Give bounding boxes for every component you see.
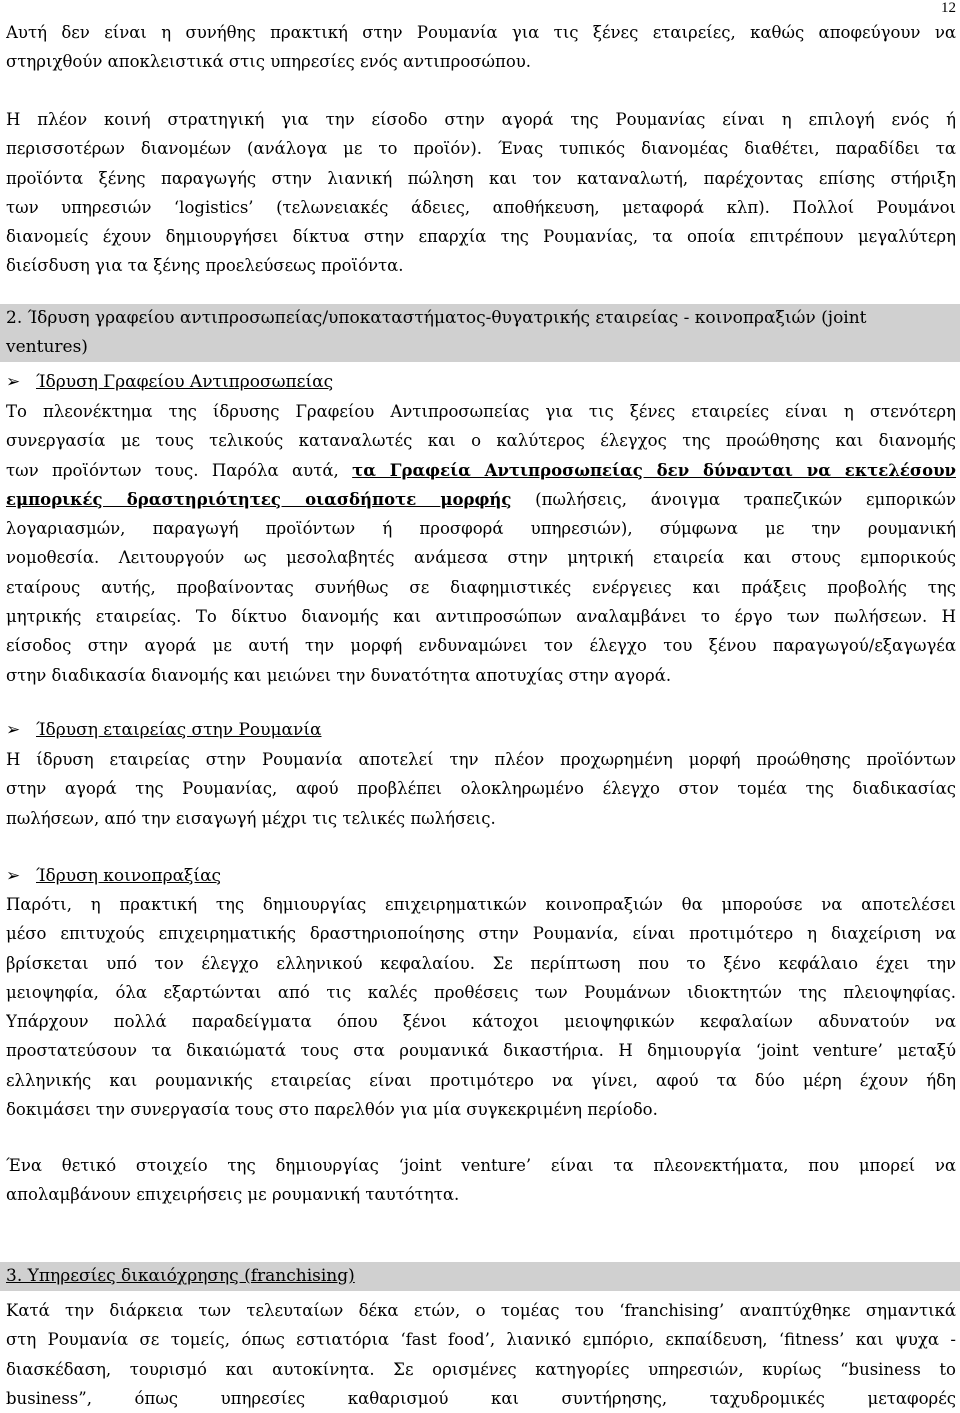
text-line: νομοθεσία. Λειτουργούν ως μεσολαβητές ανάμεσα στην μητρική εταιρεία και στους εμπορικούς xyxy=(6,548,956,568)
text-span: των προϊόντων τους. Παρόλα αυτά, xyxy=(6,460,353,480)
subheading-title: Ίδρυση Γραφείου Αντιπροσωπείας xyxy=(36,372,334,392)
text-line xyxy=(6,485,956,514)
text-line: μητρικής εταιρείας. Το δίκτυο διανομής και αντιπροσώπων αναλαμβάνει το έργο των πωλήσεων. Η xyxy=(6,607,956,627)
subheading-joint-venture xyxy=(6,862,221,891)
paragraph-intro-agents xyxy=(6,18,956,77)
text-line: προστατεύσουν τα δικαιώματά τους στα ρουμανικά δικαστήρια. Η δημιουργία ‘joint venture’ μεταξύ xyxy=(6,1041,956,1061)
text-line: στην διαδικασία διανομής και μειώνει την δυνατότητα αποτυχίας στην αγορά. xyxy=(6,665,672,685)
text-span: (πωλήσεις, άνοιγμα τραπεζικών εμπορικών xyxy=(511,489,956,509)
paragraph-joint-venture-advantage xyxy=(6,1151,956,1210)
text-line: διείσδυση για τα ξένης προελεύσεως προϊόντα. xyxy=(6,256,404,276)
text-line: Υπάρχουν πολλά παραδείγματα όπου ξένοι κάτοχοι μειοψηφικών κεφαλαίων αδυνατούν να xyxy=(6,1012,956,1032)
text-line: Κατά την διάρκεια των τελευταίων δέκα ετών, ο τομέας του ‘franchising’ αναπτύχθηκε σημαντικά xyxy=(6,1301,956,1320)
text-line: προϊόντα ξένης παραγωγής στην λιανική πώληση και τον καταναλωτή, παρέχοντας επίσης στήριξη xyxy=(6,168,956,188)
text-line: διασκέδαση, τουρισμό και αυτοκίνητα. Σε ορισμένες κατηγορίες υπηρεσιών, κυρίως “business to xyxy=(6,1359,956,1379)
section-2-heading-line: ventures) xyxy=(0,333,960,362)
text-line: μειοψηφία, όλα εξαρτώνται από τις καλές προθέσεις των Ρουμάνων ιδιοκτητών της πλειοψηφίας. xyxy=(6,982,956,1002)
text-line: διανομείς έχουν δημιουργήσει δίκτυα στην επαρχία της Ρουμανίας, τα οποία επιτρέπουν μεγαλύτερη xyxy=(6,227,956,247)
section-3-heading-title: 3. Υπηρεσίες δικαιόχρησης (franchising) xyxy=(6,1266,355,1286)
text-line: μέσο επιτυχούς επιχειρηματικής δραστηριοποίησης στην Ρουμανία, είναι προτιμότερο η διαχείριση να xyxy=(6,924,956,944)
text-line: των υπηρεσιών ‘logistics’ (τελωνειακές άδειες, αποθήκευση, μεταφορά κλπ). Πολλοί Ρουμάνοι xyxy=(6,197,956,217)
paragraph-joint-venture xyxy=(6,890,956,1124)
text-line: εταίρους αυτής, προβαίνοντας συνήθως σε διαφημιστικές ενέργειες και πράξεις προβολής της xyxy=(6,577,956,597)
text-line: περισσοτέρων διανομέων (ανάλογα με το προϊόν). Ένας τυπικός διανομέας διαθέτει, παραδίδει τα xyxy=(6,139,956,159)
text-line: ελληνικής και ρουμανικής εταιρείας είναι προτιμότερο να γίνει, αφού τα δύο μέρη έχουν ήδη xyxy=(6,1070,956,1090)
emphasis-text: τα Γραφεία Αντιπροσωπείας δεν δύνανται να εκτελέσουν xyxy=(352,460,956,480)
text-line: business”, όπως υπηρεσίες καθαρισμού και συντήρησης, ταχυδρομικές μεταφορές xyxy=(6,1388,956,1408)
emphasis-text: εμπορικές δραστηριότητες οιασδήποτε μορφής xyxy=(6,489,512,509)
text-line: συνεργασία με τους τελικούς καταναλωτές και ο καλύτερος έλεγχος της προώθησης και διανομής xyxy=(6,431,956,451)
arrow-bullet-icon: ➢ xyxy=(6,372,21,392)
page-number: 12 xyxy=(941,0,956,16)
text-line: πωλήσεων, από την εισαγωγή μέχρι τις τελικές πωλήσεις. xyxy=(6,808,496,828)
section-2-heading-line: 2. Ίδρυση γραφείου αντιπροσωπείας/υποκαταστήματος-θυγατρικής εταιρείας - κοινοπραξιών (joint xyxy=(6,308,867,328)
subheading-company-formation xyxy=(6,716,322,745)
text-line: Το πλεονέκτημα της ίδρυσης Γραφείου Αντιπροσωπείας για τις ξένες εταιρείες είναι η στενότερη xyxy=(6,402,956,421)
text-line: βρίσκεται υπό τον έλεγχο ελληνικού κεφαλαίου. Σε περίπτωση που το ξένο κεφάλαιο έχει την xyxy=(6,953,956,973)
text-line: απολαμβάνουν επιχειρήσεις με ρουμανική ταυτότητα. xyxy=(6,1185,460,1205)
paragraph-company-formation xyxy=(6,745,956,833)
text-line: στη Ρουμανία σε τομείς, όπως εστιατόρια ‘fast food’, λιανικό εμπόριο, εκπαίδευση, ‘fitness’ και ψυχα - xyxy=(6,1330,956,1350)
arrow-bullet-icon: ➢ xyxy=(6,720,21,740)
text-line: Ένα θετικό στοιχείο της δημιουργίας ‘joint venture’ είναι τα πλεονεκτήματα, που μπορεί να xyxy=(6,1156,956,1175)
text-line: Η πλέον κοινή στρατηγική για την είσοδο στην αγορά της Ρουμανίας είναι η επιλογή ενός ή xyxy=(6,110,956,129)
arrow-bullet-icon: ➢ xyxy=(6,866,21,886)
text-line: Αυτή δεν είναι η συνήθης πρακτική στην Ρουμανία για τις ξένες εταιρείες, καθώς αποφεύγουν να xyxy=(6,23,956,42)
text-line: στην αγορά της Ρουμανίας, αφού προβλέπει ολοκληρωμένο έλεγχο στον τομέα της διαδικασίας xyxy=(6,779,956,799)
text-line: Η ίδρυση εταιρείας στην Ρουμανία αποτελεί την πλέον προχωρημένη μορφή προώθησης προϊόντων xyxy=(6,750,956,769)
subheading-representation-office xyxy=(6,368,333,397)
text-line: Παρότι, η πρακτική της δημιουργίας επιχειρηματικών κοινοπραξιών θα μπορούσε να αποτελέσει xyxy=(6,895,956,914)
subheading-title: Ίδρυση εταιρείας στην Ρουμανία xyxy=(36,720,322,740)
text-line: είσοδος στην αγορά με αυτή την μορφή ενδυναμώνει τον έλεγχο του ξένου παραγωγού/εξαγωγέα xyxy=(6,636,956,656)
paragraph-franchising xyxy=(6,1296,956,1413)
paragraph-distributors xyxy=(6,105,956,281)
subheading-title: Ίδρυση κοινοπραξίας xyxy=(36,866,222,886)
text-line: δοκιμάσει την συνεργασία τους στο παρελθόν για μία συγκεκριμένη περίοδο. xyxy=(6,1100,658,1120)
section-3-heading xyxy=(0,1262,960,1291)
text-line: λογαριασμών, παραγωγή προϊόντων ή προσφορά υπηρεσιών), σύμφωνα με την ρουμανική xyxy=(6,519,956,539)
text-line xyxy=(6,456,956,485)
section-2-heading xyxy=(0,304,960,362)
text-line: στηριχθούν αποκλειστικά στις υπηρεσίες ενός αντιπροσώπου. xyxy=(6,52,532,72)
paragraph-representation-office xyxy=(6,397,956,690)
